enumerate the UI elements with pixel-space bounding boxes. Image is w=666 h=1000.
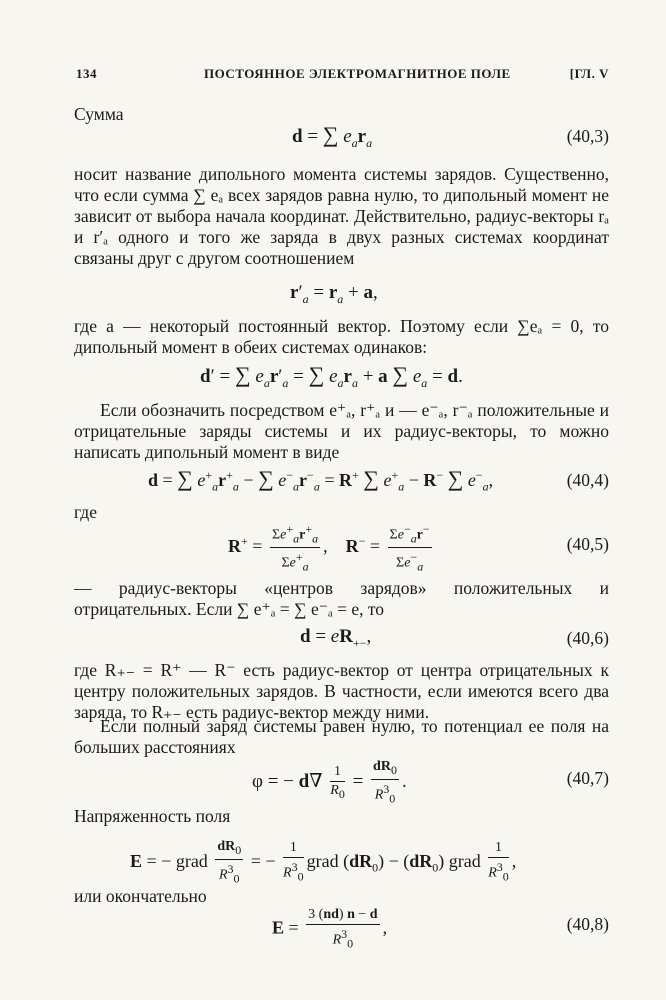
equation-shift: $r'_a = r_a + a$,: [290, 282, 378, 306]
paragraph-summa: Сумма: [74, 104, 124, 124]
equation-40-8: E = $\frac{3 (nd) n - d}{R^3_0}$ ,: [272, 907, 388, 951]
paragraph-where: где: [74, 502, 97, 522]
paragraph-shift-vector: где a — некоторый постоянный вектор. Поэтому если ∑eₐ = 0, то дипольный момент в обеих системах одинаков:: [74, 316, 609, 357]
paragraph-finally: или окончательно: [74, 886, 207, 906]
equation-40-5: R+ = $\frac{\Sigma e^+_ar^+_a}{\Sigma e^+_a}$ , R− = $\frac{\Sigma e^-_ar^-}{\Sigma e^-_a}$: [228, 522, 430, 574]
paragraph-potential: Если полный заряд системы равен нулю, то потенциал ее поля на больших расстояниях: [74, 716, 609, 757]
equation-40-4: d = ∑ $e^+_ar^+_a$ − ∑ $e^-_ar^-_a = R^+$ ∑ $e^+_a - R^-$ ∑ $e^-_a$,: [148, 466, 494, 494]
paragraph-charge-centers: — радиус-векторы «центров зарядов» положительных и отрицательных. Если ∑ e⁺ₐ = ∑ e⁻ₐ = e, то: [74, 578, 609, 619]
paragraph-field-strength: Напряженность поля: [74, 806, 231, 826]
page-number: 134: [76, 66, 97, 81]
running-header: [74, 66, 609, 88]
equation-number: (40,3): [566, 126, 609, 146]
chapter-label: [ГЛ. V: [569, 66, 609, 81]
equation-field-gradient: E = − grad $\frac{dR_0}{R^3_0}$ = − $\frac{1}{R^3_0}$ grad $(dR_0) - (dR_0)$ grad $\frac{1}{R^3_0}$ ,: [130, 839, 517, 886]
equation-40-3: d = ∑ $e_ar_a$: [292, 122, 373, 150]
equation-number: (40,4): [566, 470, 609, 490]
equation-number: (40,8): [566, 914, 609, 934]
paragraph-dipole-definition: носит название дипольного момента системы зарядов. Существенно, что если сумма ∑ eₐ всех зарядов равна нулю, то дипольный момент не зависит от выбора начала координат. Действительно, радиус-векторы rₐ и r′ₐ одного и того же заряда в двух разных системах координат связаны друг с другом соотношением: [74, 164, 609, 268]
equation-dipole-invariance: d′ = ∑ $e_ar'_a$ = ∑ $e_ar_a + a$ ∑ $e_a = d$.: [200, 362, 463, 390]
paragraph-relative-vector: где R₊₋ = R⁺ — R⁻ есть радиус-вектор от центра отрицательных к центру положительных зарядов. В частности, если имеются всего два заряда, то R₊₋ есть радиус-вектор между ними.: [74, 660, 609, 722]
equation-number: (40,6): [566, 628, 609, 648]
equation-40-7: φ = − d∇ $\frac{1}{R_0}$ = $\frac{dR_0}{R^3_0}$ .: [252, 759, 407, 806]
paragraph-charges: Если обозначить посредством e⁺ₐ, r⁺ₐ и — e⁻ₐ, r⁻ₐ положительные и отрицательные заряды системы и их радиус-векторы, то можно написать дипольный момент в виде: [74, 400, 609, 462]
equation-40-6: $d = eR_{+-}$,: [300, 626, 372, 650]
equation-number: (40,7): [566, 768, 609, 788]
equation-number: (40,5): [566, 534, 609, 554]
running-title: ПОСТОЯННОЕ ЭЛЕКТРОМАГНИТНОЕ ПОЛЕ: [204, 66, 511, 81]
